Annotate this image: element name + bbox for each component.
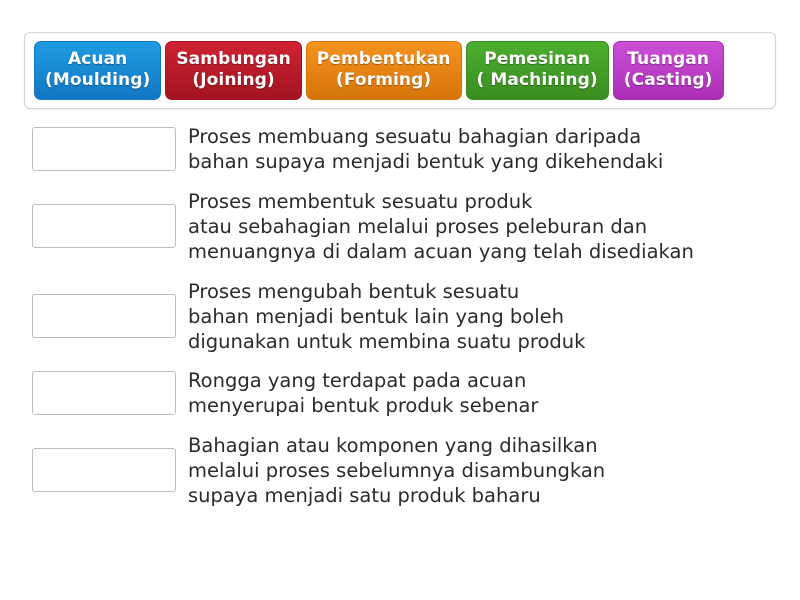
question-text-3-line2: bahan menjadi bentuk lain yang boleh xyxy=(188,304,564,328)
question-row-3 xyxy=(0,272,800,360)
question-text-1-line1: Proses membuang sesuatu bahagian daripada xyxy=(188,125,642,148)
question-text-4-line1: Rongga yang terdapat pada acuan xyxy=(188,369,527,392)
question-text-4-line2: menyerupai bentuk produk sebenar xyxy=(188,394,539,417)
answer-tile-pemesinan-line1: Pemesinan xyxy=(484,49,591,69)
answer-tile-sambungan-line1: Sambungan xyxy=(176,49,291,69)
question-row-5 xyxy=(0,426,800,514)
question-list xyxy=(0,118,800,516)
drop-zone-4[interactable] xyxy=(32,371,176,415)
question-row-4 xyxy=(0,362,800,424)
question-text-4 xyxy=(184,368,800,418)
answer-tile-sambungan-line2: (Joining) xyxy=(192,70,275,90)
question-text-3-line1: Proses mengubah bentuk sesuatu xyxy=(188,279,520,303)
drop-zone-5[interactable] xyxy=(32,448,176,492)
question-text-1 xyxy=(184,124,800,174)
question-row-1 xyxy=(0,118,800,180)
question-text-2-line3: menuangnya di dalam acuan yang telah disediakan xyxy=(188,239,694,263)
answer-tile-acuan[interactable] xyxy=(34,41,161,100)
question-text-2-line1: Proses membentuk sesuatu produk xyxy=(188,189,533,213)
question-text-2-line2: atau sebahagian melalui proses peleburan dan xyxy=(188,214,648,238)
answer-tiles-bar xyxy=(24,32,776,109)
question-text-5 xyxy=(184,433,800,508)
answer-tile-pembentukan-line2: (Forming) xyxy=(336,70,432,90)
question-row-2 xyxy=(0,182,800,270)
question-text-5-line1: Bahagian atau komponen yang dihasilkan xyxy=(188,433,598,457)
question-text-1-line2: bahan supaya menjadi bentuk yang dikehendaki xyxy=(188,150,664,173)
answer-tile-acuan-line2: (Moulding) xyxy=(45,70,151,90)
answer-tile-pemesinan[interactable] xyxy=(466,41,609,100)
question-text-5-line3: supaya menjadi satu produk baharu xyxy=(188,483,541,507)
question-text-5-line2: melalui proses sebelumnya disambungkan xyxy=(188,458,606,482)
answer-tile-pemesinan-line2: ( Machining) xyxy=(476,70,598,90)
answer-tile-tuangan-line2: (Casting) xyxy=(623,70,713,90)
answer-tile-tuangan-line1: Tuangan xyxy=(627,49,710,69)
answer-tile-pembentukan[interactable] xyxy=(306,41,462,100)
question-text-2 xyxy=(184,189,800,264)
drop-zone-3[interactable] xyxy=(32,294,176,338)
answer-tile-sambungan[interactable] xyxy=(165,41,301,100)
drop-zone-2[interactable] xyxy=(32,204,176,248)
question-text-3 xyxy=(184,279,800,354)
drop-zone-1[interactable] xyxy=(32,127,176,171)
question-text-3-line3: digunakan untuk membina suatu produk xyxy=(188,329,586,353)
answer-tile-acuan-line1: Acuan xyxy=(67,49,128,69)
answer-tile-pembentukan-line1: Pembentukan xyxy=(316,49,451,69)
answer-tile-tuangan[interactable] xyxy=(613,41,724,100)
